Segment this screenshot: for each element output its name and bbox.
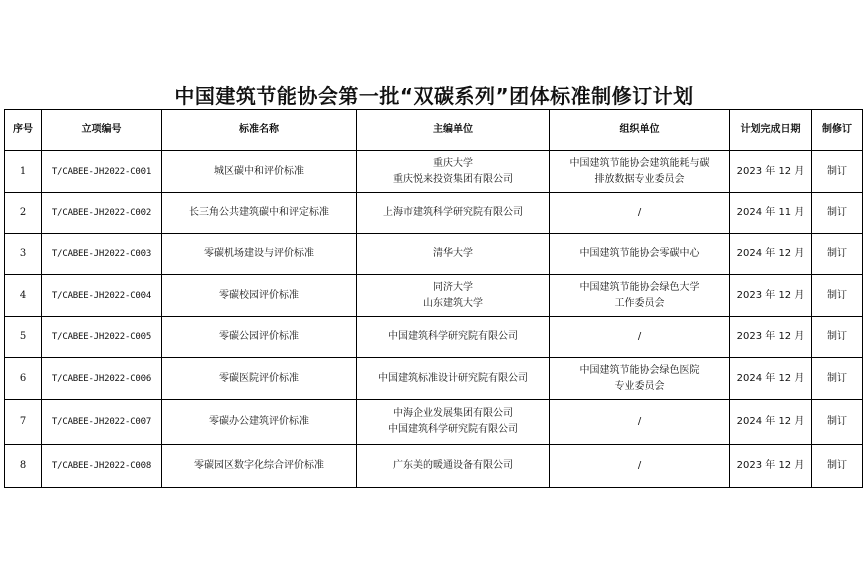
cell-organizer (550, 151, 730, 193)
cell-planned-date: 2023 年 12 月 (730, 445, 812, 488)
cell-organizer-line: / (637, 416, 642, 427)
cell-chief-editor-line: 广东美的暖通设备有限公司 (393, 460, 513, 471)
cell-revision-type: 制订 (812, 400, 863, 445)
cell-chief-editor-line: 同济大学 (433, 281, 473, 293)
cell-organizer (550, 234, 730, 275)
cell-planned-date: 2024 年 12 月 (730, 400, 812, 445)
cell-standard-name: 零碳公园评价标准 (162, 317, 357, 358)
cell-chief-editor-line: 清华大学 (433, 248, 473, 259)
cell-standard-name: 零碳园区数字化综合评价标准 (162, 445, 357, 488)
cell-organizer-line: 中国建筑节能协会零碳中心 (579, 248, 700, 259)
table-row (5, 317, 863, 358)
cell-planned-date: 2023 年 12 月 (730, 151, 812, 193)
header-project-code: 立项编号 (42, 110, 162, 151)
cell-chief-editor (357, 193, 550, 234)
cell-chief-editor (357, 445, 550, 488)
cell-standard-name: 零碳校园评价标准 (162, 275, 357, 317)
cell-standard-name: 零碳机场建设与评价标准 (162, 234, 357, 275)
header-chief-editor: 主编单位 (357, 110, 550, 151)
table-header-row (5, 110, 863, 151)
cell-revision-type: 制订 (812, 234, 863, 275)
cell-organizer (550, 358, 730, 400)
cell-chief-editor-line: 中国建筑科学研究院有限公司 (388, 331, 518, 342)
cell-organizer-line: / (637, 331, 642, 342)
cell-chief-editor-line: 重庆悦来投资集团有限公司 (393, 173, 513, 185)
table-row (5, 151, 863, 193)
cell-organizer (550, 317, 730, 358)
cell-standard-name: 零碳医院评价标准 (162, 358, 357, 400)
cell-seq: 4 (5, 275, 42, 317)
cell-seq: 8 (5, 445, 42, 488)
cell-organizer-line: 专业委员会 (614, 380, 665, 392)
document-title: 中国建筑节能协会第一批“双碳系列”团体标准制修订计划 (174, 84, 694, 108)
cell-seq: 3 (5, 234, 42, 275)
cell-project-code: T/CABEE-JH2022-C002 (42, 193, 162, 234)
table-row (5, 234, 863, 275)
cell-seq: 2 (5, 193, 42, 234)
cell-project-code: T/CABEE-JH2022-C005 (42, 317, 162, 358)
cell-revision-type: 制订 (812, 317, 863, 358)
cell-planned-date: 2023 年 12 月 (730, 317, 812, 358)
cell-revision-type: 制订 (812, 151, 863, 193)
cell-revision-type: 制订 (812, 445, 863, 488)
cell-organizer-line: 工作委员会 (614, 297, 665, 309)
cell-revision-type: 制订 (812, 358, 863, 400)
cell-chief-editor-line: 山东建筑大学 (423, 297, 483, 309)
cell-organizer-line: 中国建筑节能协会绿色医院 (579, 364, 700, 376)
table-body (5, 151, 863, 488)
header-planned-date: 计划完成日期 (730, 110, 812, 151)
cell-chief-editor-line: 上海市建筑科学研究院有限公司 (383, 207, 523, 218)
cell-standard-name: 城区碳中和评价标准 (162, 151, 357, 193)
cell-organizer-line: / (637, 460, 642, 471)
table-row (5, 193, 863, 234)
header-standard-name: 标准名称 (162, 110, 357, 151)
cell-organizer-line: / (637, 207, 642, 218)
cell-chief-editor (357, 317, 550, 358)
table-row (5, 275, 863, 317)
cell-seq: 5 (5, 317, 42, 358)
cell-chief-editor-line: 重庆大学 (433, 157, 473, 169)
cell-seq: 7 (5, 400, 42, 445)
cell-chief-editor-line: 中国建筑科学研究院有限公司 (388, 424, 518, 435)
table-row (5, 445, 863, 488)
cell-chief-editor (357, 234, 550, 275)
header-seq: 序号 (5, 110, 42, 151)
cell-organizer-line: 排放数据专业委员会 (594, 173, 685, 185)
cell-standard-name: 零碳办公建筑评价标准 (162, 400, 357, 445)
header-organizer: 组织单位 (550, 110, 730, 151)
cell-project-code: T/CABEE-JH2022-C004 (42, 275, 162, 317)
cell-organizer-line: 中国建筑节能协会建筑能耗与碳 (569, 157, 710, 169)
cell-project-code: T/CABEE-JH2022-C008 (42, 445, 162, 488)
table-row (5, 358, 863, 400)
cell-organizer (550, 445, 730, 488)
cell-project-code: T/CABEE-JH2022-C006 (42, 358, 162, 400)
standards-plan-table (4, 109, 863, 488)
cell-planned-date: 2023 年 12 月 (730, 275, 812, 317)
cell-organizer (550, 193, 730, 234)
cell-seq: 1 (5, 151, 42, 193)
cell-organizer (550, 400, 730, 445)
header-revision-type: 制修订 (812, 110, 863, 151)
cell-revision-type: 制订 (812, 275, 863, 317)
cell-chief-editor-line: 中国建筑标准设计研究院有限公司 (378, 372, 528, 384)
cell-chief-editor (357, 151, 550, 193)
cell-chief-editor (357, 400, 550, 445)
cell-project-code: T/CABEE-JH2022-C003 (42, 234, 162, 275)
cell-seq: 6 (5, 358, 42, 400)
cell-project-code: T/CABEE-JH2022-C001 (42, 151, 162, 193)
cell-chief-editor (357, 358, 550, 400)
cell-planned-date: 2024 年 12 月 (730, 358, 812, 400)
cell-chief-editor-line: 中海企业发展集团有限公司 (393, 408, 513, 419)
cell-planned-date: 2024 年 12 月 (730, 234, 812, 275)
cell-revision-type: 制订 (812, 193, 863, 234)
cell-organizer-line: 中国建筑节能协会绿色大学 (579, 281, 700, 293)
cell-standard-name: 长三角公共建筑碳中和评定标准 (162, 193, 357, 234)
cell-chief-editor (357, 275, 550, 317)
cell-planned-date: 2024 年 11 月 (730, 193, 812, 234)
cell-project-code: T/CABEE-JH2022-C007 (42, 400, 162, 445)
table-row (5, 400, 863, 445)
cell-organizer (550, 275, 730, 317)
